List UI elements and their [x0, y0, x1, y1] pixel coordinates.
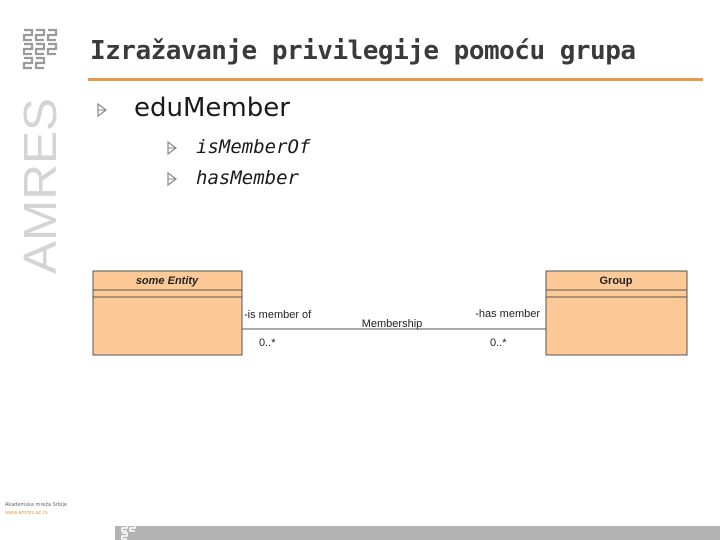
footer-logo-icon — [120, 522, 138, 540]
class-name-group: Group — [599, 275, 633, 287]
bullet-edumember: eduMember — [134, 93, 290, 123]
association-right-multiplicity: 0..* — [490, 337, 507, 349]
brand-wordmark-text: AMRES — [14, 110, 66, 274]
bullet-hasmember: hasMember — [196, 167, 299, 189]
slide-title: Izražavanje privilegije pomoću grupa — [90, 36, 636, 66]
footer-org-name: Akademska mreža Srbije — [5, 502, 67, 508]
association-left-role: -is member of — [244, 309, 312, 321]
association-right-role: -has member — [475, 308, 540, 320]
association-name: Membership — [361, 318, 423, 330]
class-some-entity — [93, 271, 242, 355]
bullet-ismemberof: isMemberOf — [196, 136, 311, 158]
association-left-multiplicity: 0..* — [259, 337, 276, 349]
class-group — [546, 271, 687, 355]
footer-bar — [115, 526, 720, 540]
class-name-some-entity: some Entity — [135, 275, 199, 287]
footer-website-link[interactable]: www.amres.ac.rs — [5, 510, 48, 516]
